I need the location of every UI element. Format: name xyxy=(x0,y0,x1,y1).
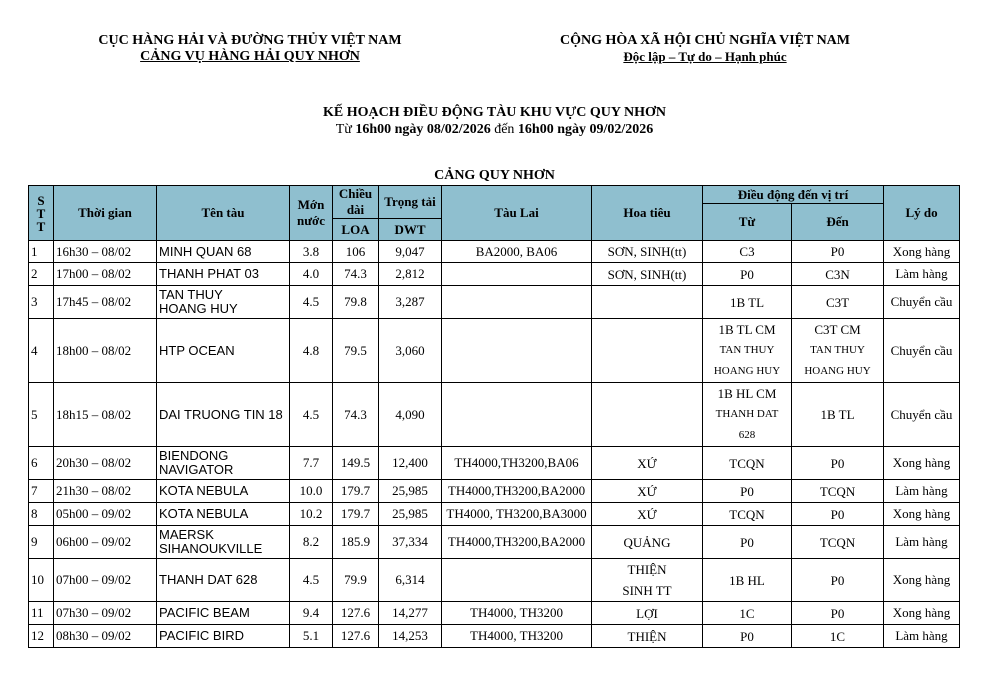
cell-from-line: P0 xyxy=(740,483,754,499)
cell-time: 17h00 – 08/02 xyxy=(54,263,157,286)
cell-to-line: C3N xyxy=(825,266,850,282)
cell-stt: 7 xyxy=(29,480,54,503)
cell-dwt: 14,253 xyxy=(379,625,442,648)
cell-pilot xyxy=(592,447,703,480)
cell-tug: TH4000, TH3200 xyxy=(442,625,592,648)
cell-pilot-line: XỨ xyxy=(637,506,657,522)
agency-name: CỤC HÀNG HẢI VÀ ĐƯỜNG THỦY VIỆT NAM xyxy=(98,33,402,48)
cell-from xyxy=(703,241,792,263)
cell-reason: Xong hàng xyxy=(884,503,960,526)
col-pilot: Hoa tiêu xyxy=(592,186,703,241)
cell-from xyxy=(703,383,792,447)
cell-time: 07h00 – 09/02 xyxy=(54,559,157,602)
col-reason: Lý do xyxy=(884,186,960,241)
cell-pilot-line: SƠN, SINH(tt) xyxy=(607,266,687,282)
cell-draft: 9.4 xyxy=(290,602,333,625)
table-row xyxy=(29,503,960,526)
cell-dwt: 3,060 xyxy=(379,319,442,383)
cell-from xyxy=(703,263,792,286)
cell-to xyxy=(792,602,884,625)
table-row xyxy=(29,559,960,602)
cell-time: 18h00 – 08/02 xyxy=(54,319,157,383)
vessel-schedule-table xyxy=(28,185,960,648)
cell-pilot xyxy=(592,241,703,263)
cell-from-line: THANH DAT xyxy=(715,408,779,420)
cell-tug: BA2000, BA06 xyxy=(442,241,592,263)
cell-dwt: 12,400 xyxy=(379,447,442,480)
cell-draft: 4.0 xyxy=(290,263,333,286)
agency-header xyxy=(80,33,420,65)
cell-from xyxy=(703,625,792,648)
cell-dwt: 25,985 xyxy=(379,480,442,503)
table-row xyxy=(29,241,960,263)
cell-to-line: C3T CM xyxy=(814,322,861,337)
cell-tug xyxy=(442,383,592,447)
cell-reason: Làm hàng xyxy=(884,625,960,648)
cell-ship-name xyxy=(157,526,290,559)
cell-from xyxy=(703,319,792,383)
ship-name-line: HOANG HUY xyxy=(159,301,238,316)
cell-tug: TH4000,TH3200,BA2000 xyxy=(442,480,592,503)
cell-to-line: HOANG HUY xyxy=(804,365,871,377)
cell-loa: 74.3 xyxy=(333,263,379,286)
cell-draft: 4.8 xyxy=(290,319,333,383)
cell-from-line: HOANG HUY xyxy=(713,365,781,377)
ship-name-line: THANH PHAT 03 xyxy=(159,266,259,281)
cell-dwt: 4,090 xyxy=(379,383,442,447)
cell-reason: Xong hàng xyxy=(884,559,960,602)
cell-draft: 5.1 xyxy=(290,625,333,648)
period-start: 16h00 ngày 08/02/2026 xyxy=(355,122,491,137)
cell-loa: 106 xyxy=(333,241,379,263)
cell-ship-name xyxy=(157,241,290,263)
cell-stt: 1 xyxy=(29,241,54,263)
cell-time: 18h15 – 08/02 xyxy=(54,383,157,447)
cell-ship-name xyxy=(157,602,290,625)
cell-reason: Làm hàng xyxy=(884,526,960,559)
cell-dwt: 14,277 xyxy=(379,602,442,625)
cell-dwt: 25,985 xyxy=(379,503,442,526)
cell-to xyxy=(792,559,884,602)
cell-pilot-line: LỢI xyxy=(636,605,658,621)
cell-time: 20h30 – 08/02 xyxy=(54,447,157,480)
table-row xyxy=(29,480,960,503)
col-from: Từ xyxy=(703,204,792,241)
ship-name-line: KOTA NEBULA xyxy=(159,483,249,498)
cell-tug xyxy=(442,263,592,286)
cell-tug: TH4000,TH3200,BA2000 xyxy=(442,526,592,559)
port-name: CẢNG QUY NHƠN xyxy=(434,168,555,183)
cell-to xyxy=(792,319,884,383)
cell-ship-name xyxy=(157,447,290,480)
cell-from-line: 1B HL CM xyxy=(717,386,777,401)
cell-draft: 4.5 xyxy=(290,383,333,447)
cell-loa: 74.3 xyxy=(333,383,379,447)
cell-from-line: TCQN xyxy=(729,455,765,471)
cell-ship-name xyxy=(157,263,290,286)
cell-loa: 79.8 xyxy=(333,286,379,319)
cell-pilot-line: XỨ xyxy=(637,455,657,471)
cell-dwt: 2,812 xyxy=(379,263,442,286)
cell-loa: 127.6 xyxy=(333,602,379,625)
cell-pilot-line: THIỆN xyxy=(627,562,667,577)
cell-pilot xyxy=(592,286,703,319)
cell-to xyxy=(792,241,884,263)
schedule-period xyxy=(0,122,989,138)
cell-from xyxy=(703,526,792,559)
col-dwt-unit: DWT xyxy=(379,219,442,241)
cell-pilot-line: THIỆN xyxy=(627,628,667,644)
cell-to xyxy=(792,480,884,503)
cell-reason: Xong hàng xyxy=(884,241,960,263)
cell-to xyxy=(792,286,884,319)
cell-time: 21h30 – 08/02 xyxy=(54,480,157,503)
cell-pilot xyxy=(592,602,703,625)
cell-pilot xyxy=(592,526,703,559)
cell-from-line: TAN THUY xyxy=(719,344,775,356)
cell-reason: Làm hàng xyxy=(884,480,960,503)
cell-from-line: C3 xyxy=(739,244,755,259)
cell-stt: 12 xyxy=(29,625,54,648)
cell-draft: 7.7 xyxy=(290,447,333,480)
cell-pilot xyxy=(592,263,703,286)
cell-stt: 11 xyxy=(29,602,54,625)
cell-from-line: P0 xyxy=(740,266,754,282)
cell-ship-name xyxy=(157,319,290,383)
cell-to-line: 1B TL xyxy=(820,407,855,422)
cell-to-line: C3T xyxy=(825,294,850,310)
cell-from-line: 1B TL CM xyxy=(718,322,776,337)
table-row xyxy=(29,383,960,447)
cell-from xyxy=(703,559,792,602)
cell-from xyxy=(703,602,792,625)
cell-loa: 185.9 xyxy=(333,526,379,559)
cell-time: 06h00 – 09/02 xyxy=(54,526,157,559)
cell-to xyxy=(792,447,884,480)
cell-dwt: 37,334 xyxy=(379,526,442,559)
col-stt: S T T xyxy=(29,186,54,241)
cell-ship-name xyxy=(157,503,290,526)
cell-to-line: P0 xyxy=(830,572,845,588)
cell-pilot xyxy=(592,503,703,526)
table-row xyxy=(29,526,960,559)
table-header xyxy=(29,186,960,241)
cell-draft: 10.2 xyxy=(290,503,333,526)
table-row xyxy=(29,447,960,480)
ship-name-line: SIHANOUKVILLE xyxy=(159,541,263,556)
cell-tug: TH4000, TH3200 xyxy=(442,602,592,625)
cell-to xyxy=(792,526,884,559)
document-title: KẾ HOẠCH ĐIỀU ĐỘNG TÀU KHU VỰC QUY NHƠN xyxy=(322,105,667,120)
cell-stt: 5 xyxy=(29,383,54,447)
cell-ship-name xyxy=(157,383,290,447)
col-ship: Tên tàu xyxy=(157,186,290,241)
cell-tug xyxy=(442,319,592,383)
cell-draft: 10.0 xyxy=(290,480,333,503)
ship-name-line: PACIFIC BEAM xyxy=(159,605,250,620)
period-end: 16h00 ngày 09/02/2026 xyxy=(517,122,654,137)
cell-to xyxy=(792,263,884,286)
cell-loa: 149.5 xyxy=(333,447,379,480)
cell-stt: 2 xyxy=(29,263,54,286)
cell-from xyxy=(703,286,792,319)
ship-name-line: PACIFIC BIRD xyxy=(159,628,244,643)
cell-reason: Làm hàng xyxy=(884,263,960,286)
col-length: Chiều dài xyxy=(333,186,379,219)
table-row xyxy=(29,625,960,648)
cell-time: 17h45 – 08/02 xyxy=(54,286,157,319)
cell-from xyxy=(703,503,792,526)
cell-pilot xyxy=(592,480,703,503)
cell-stt: 10 xyxy=(29,559,54,602)
cell-draft: 3.8 xyxy=(290,241,333,263)
cell-stt: 3 xyxy=(29,286,54,319)
cell-ship-name xyxy=(157,625,290,648)
cell-from xyxy=(703,447,792,480)
port-authority-name: CẢNG VỤ HÀNG HẢI QUY NHƠN xyxy=(140,49,360,64)
cell-loa: 179.7 xyxy=(333,503,379,526)
ship-name-line: HTP OCEAN xyxy=(159,342,235,358)
cell-dwt: 9,047 xyxy=(379,241,442,263)
cell-dwt: 3,287 xyxy=(379,286,442,319)
cell-from-line: TCQN xyxy=(729,506,765,522)
cell-to xyxy=(792,625,884,648)
cell-from-line: P0 xyxy=(740,534,754,550)
cell-time: 07h30 – 09/02 xyxy=(54,602,157,625)
cell-time: 08h30 – 09/02 xyxy=(54,625,157,648)
cell-loa: 127.6 xyxy=(333,625,379,648)
cell-pilot-line: QUẢNG xyxy=(623,534,671,550)
cell-pilot xyxy=(592,319,703,383)
col-draft: Mớn nước xyxy=(290,186,333,241)
cell-time: 16h30 – 08/02 xyxy=(54,241,157,263)
cell-pilot-line: SINH TT xyxy=(622,583,672,598)
col-to: Đến xyxy=(792,204,884,241)
cell-stt: 9 xyxy=(29,526,54,559)
cell-draft: 4.5 xyxy=(290,286,333,319)
table-row xyxy=(29,319,960,383)
cell-ship-name xyxy=(157,559,290,602)
ship-name-line: MAERSK xyxy=(159,527,214,542)
cell-reason: Chuyển cầu xyxy=(884,319,960,383)
cell-pilot xyxy=(592,559,703,602)
cell-stt: 8 xyxy=(29,503,54,526)
ship-name-line: BIENDONG xyxy=(159,448,229,463)
cell-to-line: P0 xyxy=(830,455,845,471)
cell-to-line: 1C xyxy=(829,628,846,644)
ship-name-line: KOTA NEBULA xyxy=(159,506,249,521)
cell-from-line: 628 xyxy=(738,429,756,441)
cell-to-line: P0 xyxy=(830,506,845,522)
cell-to xyxy=(792,383,884,447)
cell-to-line: P0 xyxy=(830,605,845,621)
cell-tug: TH4000, TH3200,BA3000 xyxy=(442,503,592,526)
cell-reason: Chuyển cầu xyxy=(884,286,960,319)
cell-tug xyxy=(442,559,592,602)
cell-to-line: TCQN xyxy=(819,534,856,550)
cell-loa: 179.7 xyxy=(333,480,379,503)
cell-from-line: 1B HL xyxy=(729,572,765,588)
ship-name-line: MINH QUAN 68 xyxy=(159,243,252,259)
cell-tug: TH4000,TH3200,BA06 xyxy=(442,447,592,480)
national-motto xyxy=(520,33,890,65)
cell-pilot xyxy=(592,625,703,648)
cell-loa: 79.9 xyxy=(333,559,379,602)
table-row xyxy=(29,263,960,286)
ship-name-line: NAVIGATOR xyxy=(159,462,234,477)
cell-pilot xyxy=(592,383,703,447)
col-tug: Tàu Lai xyxy=(442,186,592,241)
cell-stt: 6 xyxy=(29,447,54,480)
cell-to-line: TCQN xyxy=(819,483,856,499)
period-middle: đến xyxy=(490,122,518,137)
cell-stt: 4 xyxy=(29,319,54,383)
cell-loa: 79.5 xyxy=(333,319,379,383)
cell-from-line: P0 xyxy=(740,628,754,644)
cell-draft: 4.5 xyxy=(290,559,333,602)
cell-to xyxy=(792,503,884,526)
cell-from-line: 1B TL xyxy=(729,294,765,310)
table-row xyxy=(29,602,960,625)
col-loa-unit: LOA xyxy=(333,219,379,241)
cell-ship-name xyxy=(157,286,290,319)
cell-ship-name xyxy=(157,480,290,503)
cell-reason: Xong hàng xyxy=(884,602,960,625)
motto: Độc lập – Tự do – Hạnh phúc xyxy=(623,49,787,64)
period-prefix: Từ xyxy=(335,122,356,137)
cell-to-line: P0 xyxy=(830,244,845,259)
cell-time: 05h00 – 09/02 xyxy=(54,503,157,526)
country-name: CỘNG HÒA XÃ HỘI CHỦ NGHĨA VIỆT NAM xyxy=(559,33,850,48)
cell-from xyxy=(703,480,792,503)
col-time: Thời gian xyxy=(54,186,157,241)
cell-dwt: 6,314 xyxy=(379,559,442,602)
ship-name-line: DAI TRUONG TIN 18 xyxy=(159,406,283,422)
col-tonnage: Trọng tải xyxy=(379,186,442,219)
cell-from-line: 1C xyxy=(739,605,755,621)
table-row xyxy=(29,286,960,319)
cell-to-line: TAN THUY xyxy=(810,344,865,356)
cell-pilot-line: XỨ xyxy=(637,483,657,499)
table-body xyxy=(29,241,960,648)
cell-reason: Chuyển cầu xyxy=(884,383,960,447)
cell-reason: Xong hàng xyxy=(884,447,960,480)
ship-name-line: TAN THUY xyxy=(159,287,223,302)
cell-pilot-line: SƠN, SINH(tt) xyxy=(607,244,687,259)
ship-name-line: THANH DAT 628 xyxy=(159,572,258,587)
col-move-group: Điều động đến vị trí xyxy=(703,186,884,204)
cell-tug xyxy=(442,286,592,319)
cell-draft: 8.2 xyxy=(290,526,333,559)
